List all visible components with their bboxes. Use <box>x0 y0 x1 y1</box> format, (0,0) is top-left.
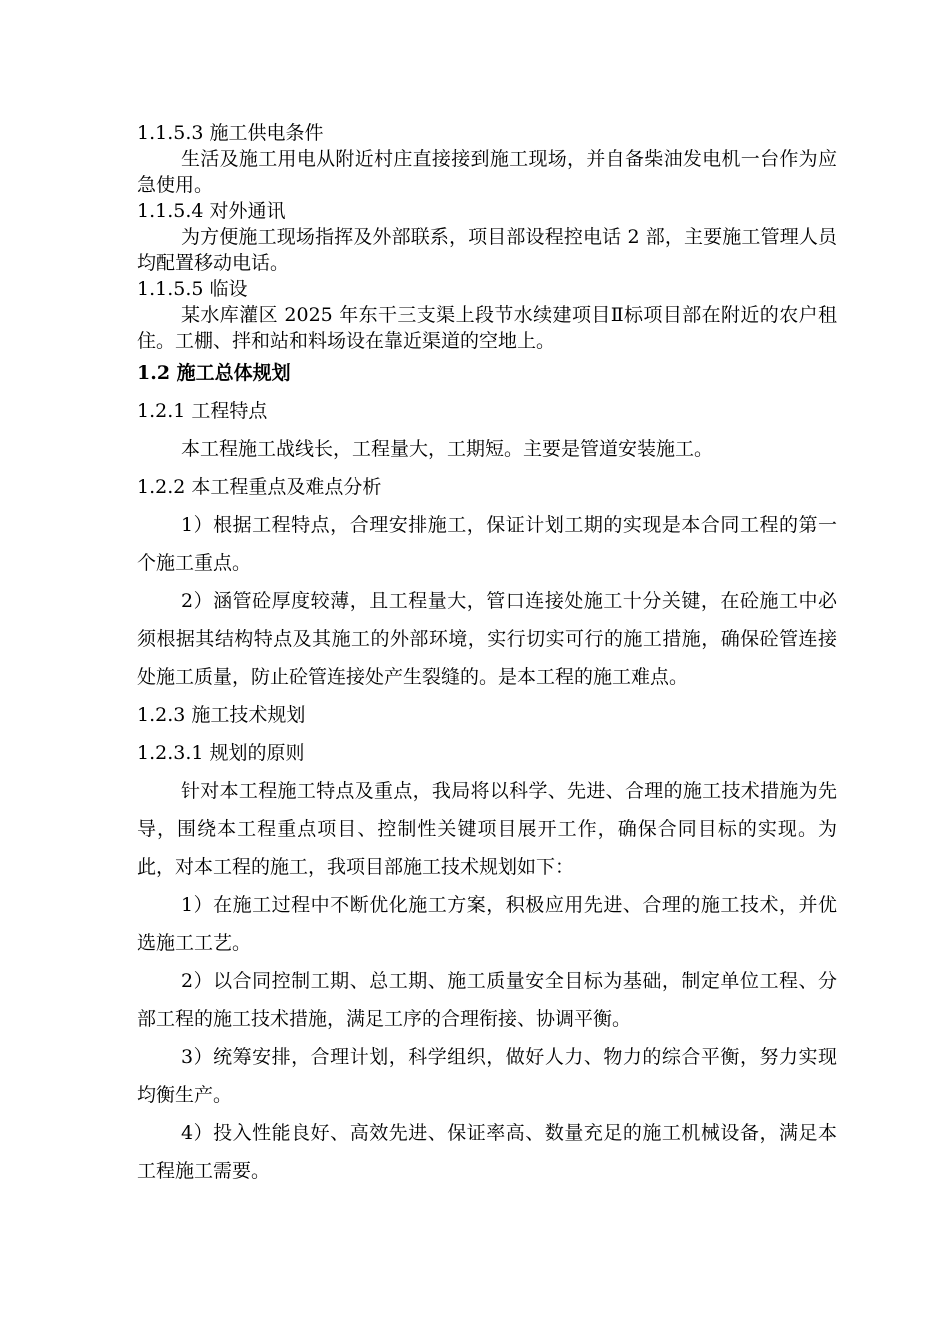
document-body <box>137 120 837 1190</box>
paragraph-principle-4: 4）投入性能良好、高效先进、保证率高、数量充足的施工机械设备，满足本工程施工需要。 <box>137 1122 837 1182</box>
heading-1-1-5-4: 1.1.5.4 对外通讯 <box>137 200 286 222</box>
heading-1-2-1: 1.2.1 工程特点 <box>137 400 268 422</box>
heading-1-2: 1.2 施工总体规划 <box>137 362 291 384</box>
paragraph-principle-3: 3）统筹安排，合理计划，科学组织，做好人力、物力的综合平衡，努力实现均衡生产。 <box>137 1046 837 1106</box>
paragraph-key-point-2: 2）涵管砼厚度较薄，且工程量大，管口连接处施工十分关键，在砼施工中必须根据其结构特点及其施工的外部环境，实行切实可行的施工措施，确保砼管连接处施工质量，防止砼管连接处产生裂缝的。是本工程的施工难点。 <box>137 590 837 688</box>
paragraph-power-supply: 生活及施工用电从附近村庄直接接到施工现场，并自备柴油发电机一台作为应急使用。 <box>137 148 837 196</box>
heading-1-2-3: 1.2.3 施工技术规划 <box>137 704 306 726</box>
paragraph-temporary-facilities: 某水库灌区 2025 年东干三支渠上段节水续建项目Ⅱ标项目部在附近的农户租住。工棚、拌和站和料场设在靠近渠道的空地上。 <box>137 304 837 352</box>
heading-1-1-5-3: 1.1.5.3 施工供电条件 <box>137 122 324 144</box>
paragraph-key-point-1: 1）根据工程特点，合理安排施工，保证计划工期的实现是本合同工程的第一个施工重点。 <box>137 514 837 574</box>
paragraph-communication: 为方便施工现场指挥及外部联系，项目部设程控电话 2 部，主要施工管理人员均配置移动电话。 <box>137 226 837 274</box>
heading-1-2-3-1: 1.2.3.1 规划的原则 <box>137 742 305 764</box>
paragraph-planning-principles: 针对本工程施工特点及重点，我局将以科学、先进、合理的施工技术措施为先导，围绕本工程重点项目、控制性关键项目展开工作，确保合同目标的实现。为此，对本工程的施工，我项目部施工技术规划如下： <box>137 780 837 878</box>
heading-1-1-5-5: 1.1.5.5 临设 <box>137 278 248 300</box>
paragraph-project-features: 本工程施工战线长，工程量大，工期短。主要是管道安装施工。 <box>181 438 714 460</box>
heading-1-2-2: 1.2.2 本工程重点及难点分析 <box>137 476 382 498</box>
paragraph-principle-1: 1）在施工过程中不断优化施工方案，积极应用先进、合理的施工技术，并优选施工工艺。 <box>137 894 837 954</box>
paragraph-principle-2: 2）以合同控制工期、总工期、施工质量安全目标为基础，制定单位工程、分部工程的施工技术措施，满足工序的合理衔接、协调平衡。 <box>137 970 837 1030</box>
